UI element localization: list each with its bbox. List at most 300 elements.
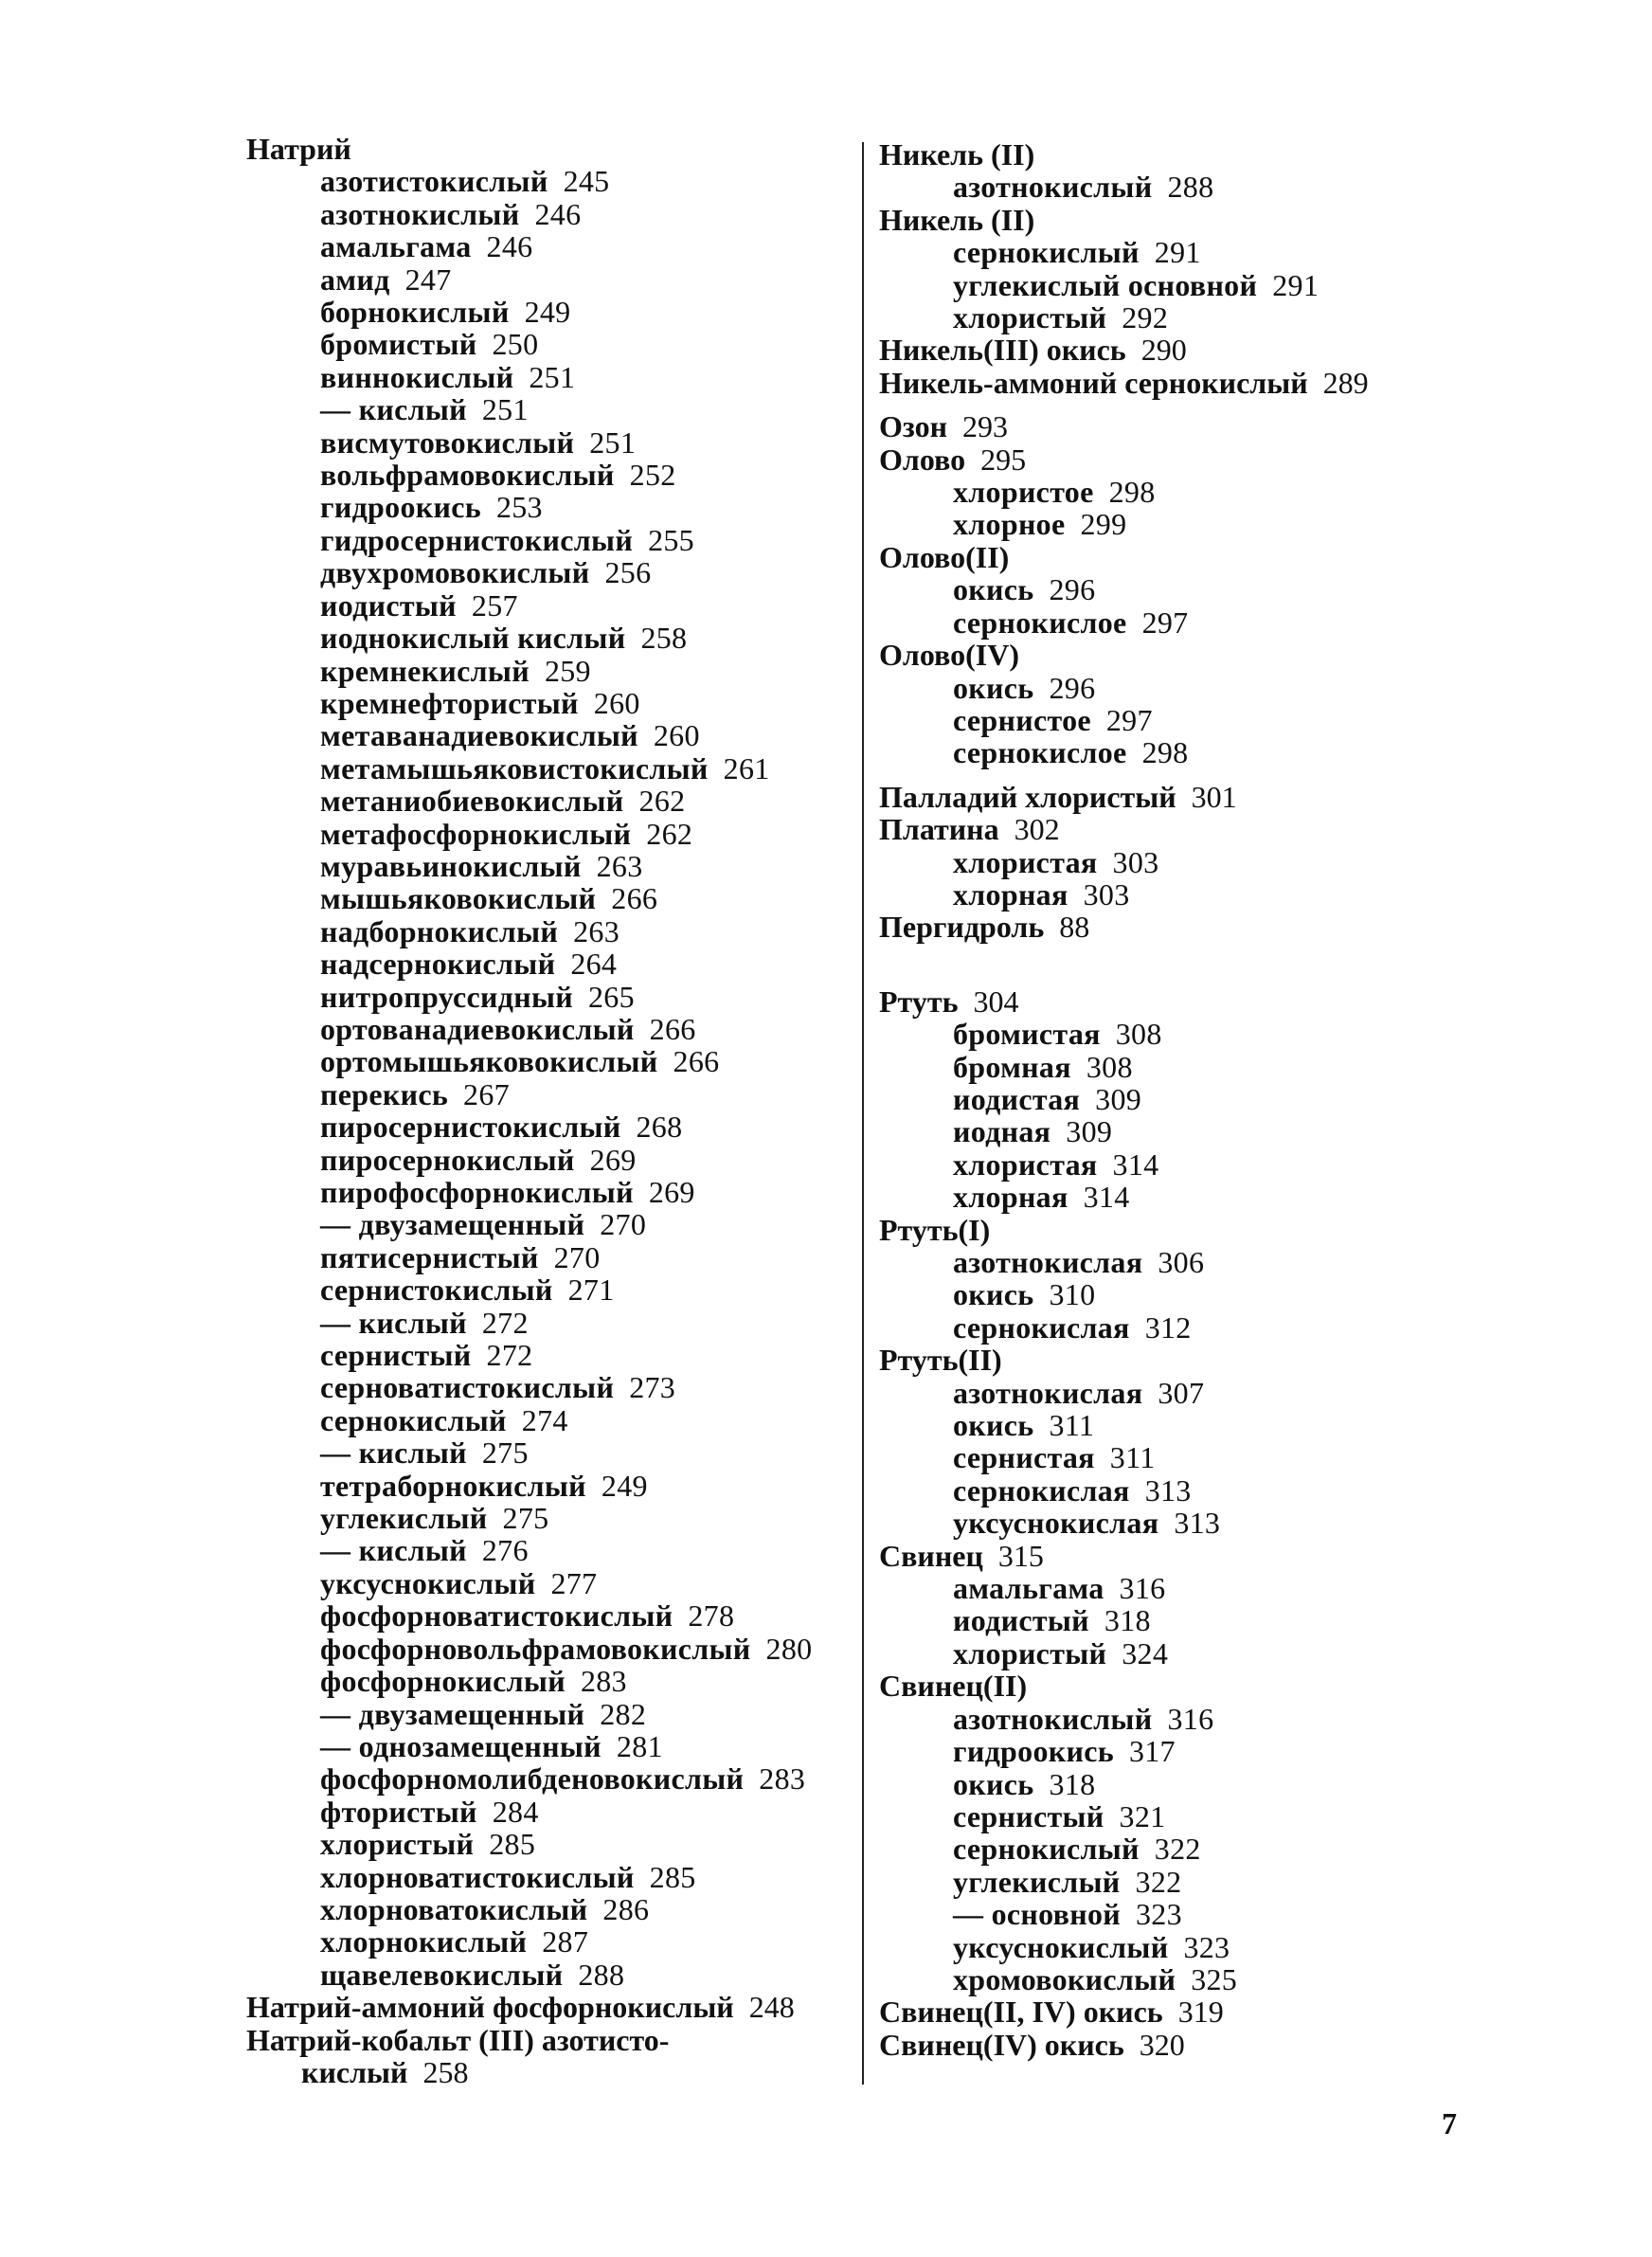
page-ref: 266 [611,881,658,916]
page-ref: 309 [1066,1114,1113,1149]
entry-term: азотистокислый [320,164,548,199]
entry-term: хлорная [953,1180,1068,1215]
entry-term: — кислый [320,1533,467,1568]
page-ref: 303 [1083,876,1130,912]
entry-term: иоднокислый кислый [320,621,626,656]
index-heading [879,1214,1485,1246]
index-heading [246,1991,853,2023]
entry-term: сернистый [320,1338,472,1373]
index-entry [879,1768,1485,1800]
index-entry [879,1735,1485,1767]
index-entry [246,1339,853,1371]
page-ref: 274 [521,1402,568,1437]
index-entry [246,361,853,393]
entry-term: окись [953,670,1034,705]
index-entry [879,1703,1485,1735]
page-ref: 271 [567,1273,615,1308]
index-entry [246,981,853,1013]
entry-term: хлористое [953,475,1094,510]
page-ref: 316 [1119,1571,1166,1606]
index-heading [879,639,1485,671]
page-ref: 311 [1109,1440,1156,1475]
index-entry [246,1208,853,1240]
entry-term: метаванадиевокислый [320,718,638,753]
entry-term: уксуснокислая [953,1506,1159,1541]
page-ref: 278 [688,1598,735,1634]
entry-term: Платина [879,812,999,847]
index-heading [879,1670,1485,1702]
entry-term: бромистый [320,327,477,362]
page-ref: 273 [629,1370,676,1405]
entry-term: азотнокислый [320,196,520,231]
entry-term: азотнокислая [953,1375,1143,1410]
index-entry [879,704,1485,736]
index-entry [246,556,853,588]
page-ref: 258 [422,2054,469,2089]
page-ref: 253 [495,490,543,525]
page-ref: 260 [593,685,640,720]
page-ref: 270 [553,1239,601,1274]
index-entry [246,328,853,360]
index-heading [879,443,1485,476]
entry-term: хлорная [953,876,1068,912]
page-ref: 318 [1049,1766,1096,1801]
entry-term: азотнокислый [953,1701,1153,1736]
index-entry [879,1931,1485,1963]
entry-term: Олово [879,442,966,477]
page-ref: 288 [1167,170,1214,205]
page-ref: 251 [481,392,529,427]
entry-term: бромная [953,1049,1071,1084]
index-entry [879,573,1485,605]
page-ref: 290 [1140,333,1187,368]
page-ref: 280 [765,1631,813,1666]
index-heading [879,911,1485,943]
index-entry [246,1534,853,1566]
page-ref: 263 [573,913,620,948]
entry-term: углекислый основной [953,267,1258,302]
index-entry [246,1698,853,1730]
entry-term: хлористая [953,844,1098,879]
index-entry [879,1507,1485,1539]
page-ref: 291 [1154,235,1201,270]
index-heading [879,138,1485,171]
index-entry [246,2056,853,2088]
index-entry [879,1181,1485,1213]
page-ref: 308 [1086,1049,1133,1084]
index-entry [246,1470,853,1502]
index-heading [879,1540,1485,1572]
entry-term: сернокислая [953,1472,1130,1508]
page-ref: 247 [404,262,452,297]
entry-term: пиросернистокислый [320,1110,621,1145]
entry-term: нитропруссидный [320,979,573,1014]
entry-term: окись [953,1277,1034,1312]
index-entry [246,1404,853,1436]
entry-term: сернокислое [953,605,1127,640]
page-ref: 323 [1183,1929,1230,1964]
index-entry [879,476,1485,508]
entry-term: борнокислый [320,295,510,330]
page-ref: 299 [1080,507,1127,542]
index-heading [879,813,1485,845]
page-ref: 285 [649,1859,696,1894]
index-entry [879,1441,1485,1473]
entry-term: Ртуть(II) [879,1343,1002,1378]
index-entry [246,915,853,948]
index-entry [879,1051,1485,1083]
entry-term: окись [953,1408,1034,1443]
entry-term: амид [320,262,390,297]
entry-term: надборнокислый [320,913,559,948]
entry-term: гидроокись [320,490,481,525]
index-column-left [246,133,853,2088]
index-entry [879,1278,1485,1310]
page-ref: 312 [1144,1309,1192,1345]
page-ref: 307 [1158,1375,1205,1410]
entry-term: хлорное [953,507,1066,542]
page-ref: 297 [1105,702,1153,737]
entry-term: углекислый [953,1864,1121,1899]
page-ref: 308 [1115,1017,1162,1052]
index-entry [246,622,853,654]
entry-term: — однозамещенный [320,1728,602,1763]
entry-term: Озон [879,409,947,444]
entry-term: — двузамещенный [320,1696,585,1731]
page-ref: 262 [646,816,693,851]
index-entry [246,393,853,425]
index-entry [246,1762,853,1795]
entry-term: Палладий хлористый [879,779,1176,814]
index-heading [879,410,1485,442]
page-ref: 292 [1122,300,1169,335]
index-entry [246,1567,853,1599]
index-entry [246,1078,853,1110]
page-ref: 301 [1191,779,1237,814]
page-ref: 316 [1167,1701,1214,1736]
section-gap [879,944,1485,985]
index-entry [879,1018,1485,1050]
index-heading [879,204,1485,236]
entry-term: перекись [320,1076,449,1111]
index-heading [879,1344,1485,1376]
index-entry [246,1144,853,1176]
index-entry [246,948,853,980]
entry-term: мышьяковокислый [320,881,597,916]
page-ref: 306 [1158,1245,1205,1279]
entry-term: серноватистокислый [320,1370,615,1405]
entry-term: сернокислый [953,1832,1140,1867]
page-ref: 291 [1272,267,1320,302]
page-ref: 309 [1095,1081,1142,1116]
entry-term: ортомышьяковокислый [320,1044,658,1079]
page-ref: 322 [1135,1864,1182,1899]
page-ref: 262 [638,784,686,819]
page-ref: 272 [486,1338,533,1373]
page-ref: 277 [550,1565,598,1600]
page-ref: 250 [492,327,539,362]
page-ref: 283 [759,1761,806,1797]
index-heading [246,133,853,165]
page-ref: 246 [534,196,582,231]
page-ref: 318 [1104,1603,1151,1638]
entry-term: сернистокислый [320,1273,553,1308]
index-heading [879,541,1485,573]
page-ref: 296 [1049,670,1096,705]
page-ref: 286 [602,1891,650,1926]
page-ref: 266 [649,1011,696,1046]
index-entry [879,1377,1485,1409]
entry-term: Свинец(IV) окись [879,2027,1124,2062]
index-entry [879,1604,1485,1636]
page-ref: 284 [492,1794,539,1829]
entry-term: хлористый [320,1827,475,1862]
page-ref: 252 [629,458,676,493]
index-entry [246,1861,853,1893]
index-entry [246,1371,853,1403]
entry-term: хлористая [953,1147,1098,1182]
index-entry [879,508,1485,540]
entry-term: гидроокись [953,1734,1114,1769]
page-ref: 319 [1177,1995,1224,2030]
entry-term: Никель-аммоний сернокислый [879,365,1308,400]
page-ref: 256 [604,555,652,590]
index-entry [879,1083,1485,1115]
entry-term: Олово(IV) [879,638,1019,673]
entry-term: окись [953,1766,1034,1801]
page-ref: 323 [1136,1897,1182,1932]
index-entry [246,426,853,459]
entry-term: хромовокислый [953,1961,1176,1996]
index-heading [879,985,1485,1018]
page-ref: 287 [542,1924,589,1959]
entry-term: амальгама [320,229,472,264]
index-entry [246,655,853,687]
index-entry [879,1148,1485,1181]
page-ref: 313 [1144,1472,1192,1508]
page-ref: 269 [589,1142,637,1177]
page-ref: 88 [1059,910,1090,945]
index-entry [246,752,853,785]
page-ref: 321 [1119,1798,1166,1833]
index-entry [246,1893,853,1925]
index-entry [246,296,853,328]
index-entry [246,1828,853,1860]
index-heading [879,781,1485,813]
entry-term: Свинец(II, IV) окись [879,1995,1163,2030]
page-ref: 285 [489,1827,536,1862]
page-ref: 289 [1322,365,1369,400]
entry-term: хлорноватистокислый [320,1859,635,1894]
index-entry [246,1045,853,1077]
index-entry [246,198,853,230]
entry-term: пирофосфорнокислый [320,1175,634,1209]
entry-term: хлорнокислый [320,1924,528,1959]
entry-term: фосфорновольфрамовокислый [320,1631,751,1666]
index-entry [879,846,1485,878]
entry-term: сернокислая [953,1309,1130,1345]
page-ref: 298 [1108,475,1156,510]
entry-term: вольфрамовокислый [320,458,615,493]
page-ref: 245 [563,164,610,199]
entry-term: хлористый [953,1635,1107,1670]
index-entry [246,719,853,751]
page-ref: 270 [600,1207,647,1242]
entry-term: ортованадиевокислый [320,1011,635,1046]
page-ref: 249 [524,295,571,330]
entry-term: кремнефтористый [320,685,579,720]
entry-term: Натрий-аммоний фосфорнокислый [246,1990,734,2025]
index-entry [246,818,853,850]
index-entry [246,165,853,197]
index-heading [879,2029,1485,2061]
index-entry [246,1110,853,1143]
index-entry [246,459,853,491]
entry-term: — кислый [320,1435,467,1471]
entry-term: пятисернистый [320,1239,539,1274]
entry-term: Ртуть(I) [879,1212,991,1247]
entry-term: Никель (II) [879,202,1035,237]
entry-term: иодная [953,1114,1051,1149]
page-ref: 313 [1174,1506,1221,1541]
index-entry [879,1246,1485,1278]
entry-term: окись [953,572,1034,607]
index-entry [246,850,853,882]
index-entry [879,1637,1485,1670]
entry-term: углекислый [320,1501,488,1536]
page-ref: 259 [544,653,591,688]
entry-term: фтористый [320,1794,477,1829]
entry-term: метамышьяковистокислый [320,750,709,785]
entry-term: тетраборнокислый [320,1468,586,1503]
entry-term: Свинец(II) [879,1669,1028,1704]
index-column-right [879,138,1485,2061]
page-ref: 320 [1139,2027,1185,2062]
entry-term: муравьинокислый [320,848,582,883]
page-ref: 258 [640,621,688,656]
entry-term: бромистая [953,1017,1101,1052]
index-entry [879,878,1485,911]
entry-term: — основной [953,1897,1121,1932]
index-entry [246,1599,853,1632]
page-ref: 297 [1141,605,1189,640]
page-ref: 251 [529,359,576,394]
entry-term: хлорноватокислый [320,1891,588,1926]
index-entry [246,524,853,556]
index-heading [879,334,1485,366]
page-ref: 269 [648,1175,695,1209]
entry-term: виннокислый [320,359,514,394]
page-ref: 281 [616,1728,663,1763]
index-entry [246,1665,853,1697]
index-entry [879,1474,1485,1507]
page-ref: 288 [578,1957,625,1992]
entry-term: иодистая [953,1081,1081,1116]
index-entry [879,171,1485,203]
page-ref: 295 [980,442,1027,477]
column-divider [862,142,864,2085]
entry-term: сернистый [953,1798,1104,1833]
page-ref: 267 [463,1076,510,1111]
entry-term: сернистое [953,702,1091,737]
page-ref: 275 [502,1501,549,1536]
page-ref: 314 [1112,1147,1159,1182]
index-entry [879,1898,1485,1930]
entry-term: — двузамещенный [320,1207,585,1242]
entry-term: двухромовокислый [320,555,590,590]
page-ref: 310 [1049,1277,1096,1312]
page-number: 7 [1442,2106,1457,2140]
page-ref: 268 [636,1110,683,1145]
page-ref: 314 [1083,1180,1130,1215]
index-entry [246,1730,853,1762]
entry-term: фосфорноватистокислый [320,1598,673,1634]
page-ref: 261 [723,750,770,785]
index-entry [246,1959,853,1991]
page-ref: 265 [588,979,635,1014]
index-entry [879,1833,1485,1865]
index-entry [879,1115,1485,1147]
entry-term: пиросернокислый [320,1142,575,1177]
index-entry [879,606,1485,639]
entry-term: кремнекислый [320,653,530,688]
index-heading [879,367,1485,399]
index-entry [246,1633,853,1665]
page-ref: 324 [1122,1635,1169,1670]
index-entry [879,1800,1485,1833]
index-entry [246,1925,853,1958]
page-ref: 264 [570,947,618,982]
entry-term: иодистый [953,1603,1089,1638]
entry-term: кислый [301,2054,408,2089]
index-entry [246,1436,853,1469]
entry-term: иодистый [320,587,457,623]
index-entry [246,687,853,719]
entry-term: амальгама [953,1571,1104,1606]
page-ref: 251 [589,424,637,460]
entry-term: щавелевокислый [320,1957,564,1992]
page-ref: 293 [962,409,1008,444]
index-entry [879,1572,1485,1604]
page-ref: 276 [481,1533,529,1568]
page-ref: 255 [648,522,694,557]
entry-term: Олово(II) [879,539,1010,574]
page-ref: 266 [673,1044,720,1079]
index-entry [246,1013,853,1045]
page-ref: 304 [973,984,1019,1019]
index-entry [879,269,1485,301]
entry-term: — кислый [320,392,467,427]
index-entry [246,1307,853,1339]
entry-term: метафосфорнокислый [320,816,632,851]
page-ref: 246 [486,229,533,264]
index-entry [879,736,1485,768]
entry-term: сернокислый [953,235,1140,270]
page-ref: 249 [601,1468,648,1503]
page-ref: 282 [600,1696,647,1731]
page-ref: 325 [1191,1961,1238,1996]
index-heading [246,2024,853,2056]
entry-term: уксуснокислый [953,1929,1169,1964]
entry-term: метаниобиевокислый [320,784,624,819]
page-ref: 283 [580,1664,627,1699]
index-entry [246,1241,853,1273]
index-entry [879,1866,1485,1898]
entry-term: азотнокислая [953,1245,1143,1279]
page-ref: 303 [1112,844,1159,879]
page-ref: 263 [596,848,643,883]
entry-term: хлористый [953,300,1107,335]
